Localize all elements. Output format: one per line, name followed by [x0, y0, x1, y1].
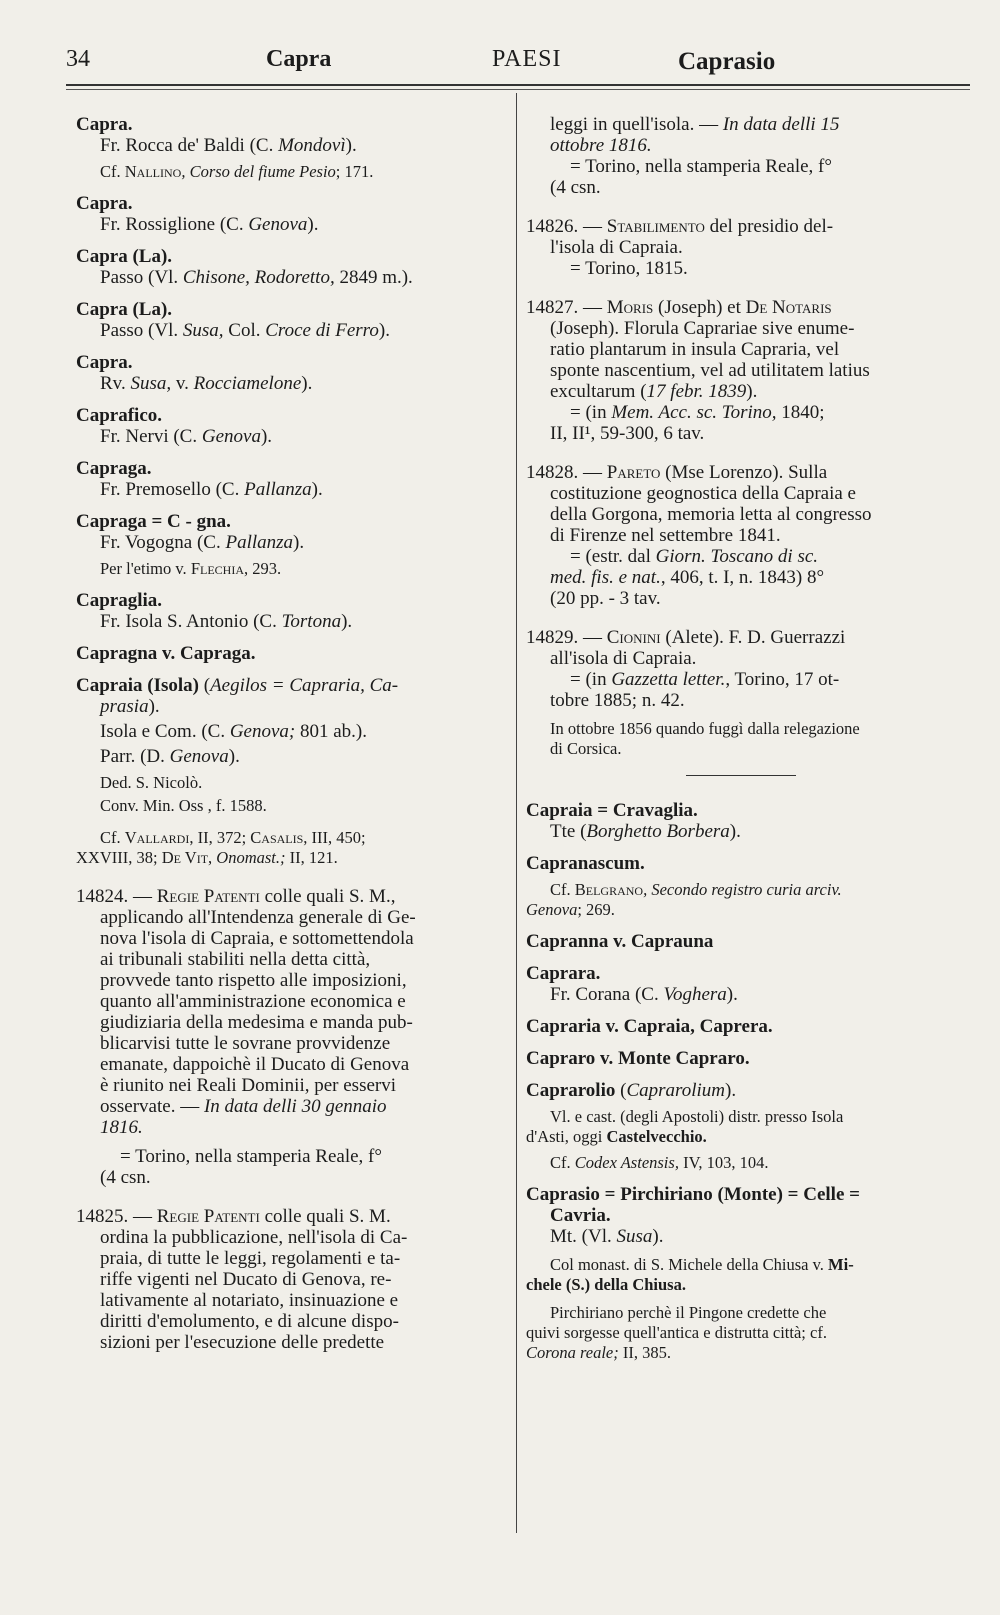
record-line: 14829. — Cionini (Alete). F. D. Guerrazzi: [526, 627, 846, 648]
record-line: è riunito nei Reali Dominii, per esservi: [100, 1075, 397, 1096]
imprint-line: = Torino, nella stamperia Reale, f°: [570, 156, 832, 177]
entry-capraga-2: [76, 511, 502, 579]
note-line: Per l'etimo v. Flechia, 293.: [100, 559, 282, 578]
entry-capranna: [526, 931, 962, 952]
record-line: provvede tanto rispetto alle imposizioni,: [100, 970, 407, 991]
entry-caprara: [526, 963, 962, 1005]
imprint-line: = Torino, 1815.: [570, 258, 688, 279]
left-column: [76, 114, 502, 1364]
record-line: ratio plantarum in insula Capraria, vel: [550, 339, 840, 360]
record-line: ottobre 1816.: [550, 135, 652, 156]
section-rule: [686, 775, 796, 776]
entry-line: Passo (Vl. Chisone, Rodoretto, 2849 m.).: [100, 267, 413, 288]
entry-line: Fr. Nervi (C. Genova).: [100, 426, 273, 447]
record-line: lativamente al notariato, insinuazione e: [100, 1290, 399, 1311]
record-line: quanto all'amministrazione economica e: [100, 991, 406, 1012]
record-line: diritti d'emolumento, e di alcune dispo-: [100, 1311, 399, 1332]
record-line: osservate. — In data delli 30 gennaio: [100, 1096, 387, 1117]
page-header: [66, 38, 960, 84]
record-14824: [76, 886, 502, 1188]
record-line: ordina la pubblicazione, nell'isola di Ca-: [100, 1227, 408, 1248]
record-line: riffe vigenti nel Ducato di Genova, re-: [100, 1269, 392, 1290]
note-line: Col monast. di S. Michele della Chiusa v. Mi-: [550, 1255, 854, 1274]
headword: Caprara.: [526, 963, 601, 984]
reference-line: XXVIII, 38; De Vit, Onomast.; II, 121.: [76, 848, 338, 867]
record-line: 14824. — Regie Patenti colle quali S. M.,: [76, 886, 396, 907]
record-line: 14828. — Pareto (Mse Lorenzo). Sulla: [526, 462, 828, 483]
record-line: nova l'isola di Capraia, e sottomettendola: [100, 928, 414, 949]
reference-line: Cf. Belgrano, Secondo registro curia arciv.: [550, 880, 842, 899]
record-14825: [76, 1206, 502, 1353]
entry-capranascum: [526, 853, 962, 920]
entry-caprafico: [76, 405, 502, 447]
headword: Capraga = C - gna.: [76, 511, 231, 532]
entry-line: Passo (Vl. Susa, Col. Croce di Ferro).: [100, 320, 390, 341]
reference-line: Cf. Vallardi, II, 372; Casalis, III, 450;: [100, 828, 366, 847]
entry-caprasio: [526, 1184, 962, 1363]
headword: Capranna v. Caprauna: [526, 931, 714, 952]
headword: Capra.: [76, 352, 133, 373]
record-line: applicando all'Intendenza generale di Ge-: [100, 907, 416, 928]
entry-capragna: [76, 643, 502, 664]
entry-capraia-cravaglia: [526, 800, 962, 842]
header-rule-thin: [66, 89, 970, 90]
record-line: leggi in quell'isola. — In data delli 15: [550, 114, 840, 135]
record-14829: [526, 627, 962, 759]
imprint-line: tobre 1885; n. 42.: [550, 690, 685, 711]
headword: Cavria.: [550, 1205, 611, 1226]
record-line: emanate, dappoichè il Ducato di Genova: [100, 1054, 410, 1075]
record-line: costituzione geognostica della Capraia e: [550, 483, 856, 504]
record-14827: [526, 297, 962, 444]
column-divider: [516, 93, 517, 1533]
entry-capraia-isola: [76, 675, 502, 868]
headword-line-2: prasia).: [100, 696, 160, 717]
note-line: quivi sorgesse quell'antica e distrutta città; cf.: [526, 1323, 827, 1342]
record-14828: [526, 462, 962, 609]
record-line: all'isola di Capraia.: [550, 648, 697, 669]
record-line: praia, di tutte le leggi, regolamenti e ta-: [100, 1248, 401, 1269]
entry-line: Fr. Vogogna (C. Pallanza).: [100, 532, 305, 553]
note-line: d'Asti, oggi Castelvecchio.: [526, 1127, 707, 1146]
right-column: [526, 114, 962, 1374]
entry-line: Fr. Corana (C. Voghera).: [550, 984, 738, 1005]
entry-line: Tte (Borghetto Borbera).: [550, 821, 741, 842]
headword: Caprafico.: [76, 405, 163, 426]
note-line: chele (S.) della Chiusa.: [526, 1275, 686, 1294]
headword: Capranascum.: [526, 853, 645, 874]
entry-capraglia: [76, 590, 502, 632]
entry-line: Fr. Isola S. Antonio (C. Tortona).: [100, 611, 353, 632]
record-14825-continued: [526, 114, 962, 198]
record-line: excultarum (17 febr. 1839).: [550, 381, 758, 402]
entry-capraria: [526, 1016, 962, 1037]
page-number: 34: [66, 46, 90, 72]
record-line: giudiziaria della medesima e manda pub-: [100, 1012, 413, 1033]
headword-line: Caprarolio (Caprarolium).: [526, 1080, 737, 1101]
imprint-line: (4 csn.: [100, 1167, 151, 1188]
headword: Caprasio = Pirchiriano (Monte) = Celle =: [526, 1184, 860, 1205]
note-line: Conv. Min. Oss , f. 1588.: [100, 796, 267, 815]
record-line: sponte nascentium, vel ad utilitatem latius: [550, 360, 870, 381]
entry-capra-la-2: [76, 299, 502, 341]
entry-capra-3: [76, 352, 502, 394]
headword: Capra.: [76, 193, 133, 214]
header-center-word: PAESI: [492, 46, 562, 72]
record-line: ai tribunali stabiliti nella detta città,: [100, 949, 371, 970]
note-line: Corona reale; II, 385.: [526, 1343, 671, 1362]
imprint-line: = (estr. dal Giorn. Toscano di sc.: [570, 546, 819, 567]
record-line: 14826. — Stabilimento del presidio del-: [526, 216, 834, 237]
record-14826: [526, 216, 962, 279]
note-line: Ded. S. Nicolò.: [100, 773, 203, 792]
entry-capraga-1: [76, 458, 502, 500]
imprint-line: (20 pp. - 3 tav.: [550, 588, 661, 609]
imprint-line: (4 csn.: [550, 177, 601, 198]
headword: Capra (La).: [76, 246, 173, 267]
entry-capra-1: [76, 114, 502, 182]
reference-line: Cf. Codex Astensis, IV, 103, 104.: [550, 1153, 769, 1172]
entry-line: Rv. Susa, v. Rocciamelone).: [100, 373, 313, 394]
imprint-line: II, II¹, 59-300, 6 tav.: [550, 423, 705, 444]
entry-line: Fr. Premosello (C. Pallanza).: [100, 479, 323, 500]
note-line: In ottobre 1856 quando fuggì dalla relegazione: [550, 719, 860, 738]
imprint-line: = Torino, nella stamperia Reale, f°: [120, 1146, 382, 1167]
record-line: 1816.: [100, 1117, 143, 1138]
record-line: 14827. — Moris (Joseph) et De Notaris: [526, 297, 832, 318]
record-line: di Firenze nel settembre 1841.: [550, 525, 781, 546]
imprint-line: = (in Mem. Acc. sc. Torino, 1840;: [570, 402, 825, 423]
record-line: blicarvisi tutte le sovrane provvidenze: [100, 1033, 391, 1054]
header-left-word: Capra: [266, 46, 332, 72]
note-line: Pirchiriano perchè il Pingone credette che: [550, 1303, 827, 1322]
headword: Capragna v. Capraga.: [76, 643, 256, 664]
reference-line: Cf. Nallino, Corso del fiume Pesio; 171.: [100, 162, 374, 181]
record-line: sizioni per l'esecuzione delle predette: [100, 1332, 385, 1353]
entry-line: Mt. (Vl. Susa).: [550, 1226, 664, 1247]
entry-capra-2: [76, 193, 502, 235]
headword: Capraglia.: [76, 590, 163, 611]
entry-line: Parr. (D. Genova).: [100, 746, 240, 767]
note-line: Vl. e cast. (degli Apostoli) distr. presso Isola: [550, 1107, 844, 1126]
record-line: della Gorgona, memoria letta al congresso: [550, 504, 872, 525]
entry-line: Isola e Com. (C. Genova; 801 ab.).: [100, 721, 368, 742]
entry-caprarolio: [526, 1080, 962, 1173]
reference-line: Genova; 269.: [526, 900, 615, 919]
record-line: (Joseph). Florula Caprariae sive enume-: [550, 318, 855, 339]
record-line: 14825. — Regie Patenti colle quali S. M.: [76, 1206, 391, 1227]
headword: Capra (La).: [76, 299, 173, 320]
imprint-line: = (in Gazzetta letter., Torino, 17 ot-: [570, 669, 840, 690]
headword: Capraria v. Capraia, Caprera.: [526, 1016, 773, 1037]
headword: Capra.: [76, 114, 133, 135]
entry-capra-la-1: [76, 246, 502, 288]
imprint-line: med. fis. e nat., 406, t. I, n. 1843) 8°: [550, 567, 825, 588]
entry-line: Fr. Rocca de' Baldi (C. Mondovì).: [100, 135, 357, 156]
note-line: di Corsica.: [550, 739, 622, 758]
header-rule: [66, 84, 970, 86]
headword-line: Capraia (Isola) (Aegilos = Capraria, Ca-: [76, 675, 399, 696]
headword: Capraia = Cravaglia.: [526, 800, 698, 821]
headword: Capraro v. Monte Capraro.: [526, 1048, 750, 1069]
entry-line: Fr. Rossiglione (C. Genova).: [100, 214, 319, 235]
headword: Capraga.: [76, 458, 152, 479]
record-line: l'isola di Capraia.: [550, 237, 683, 258]
entry-capraro: [526, 1048, 962, 1069]
header-right-word: Caprasio: [678, 48, 776, 75]
